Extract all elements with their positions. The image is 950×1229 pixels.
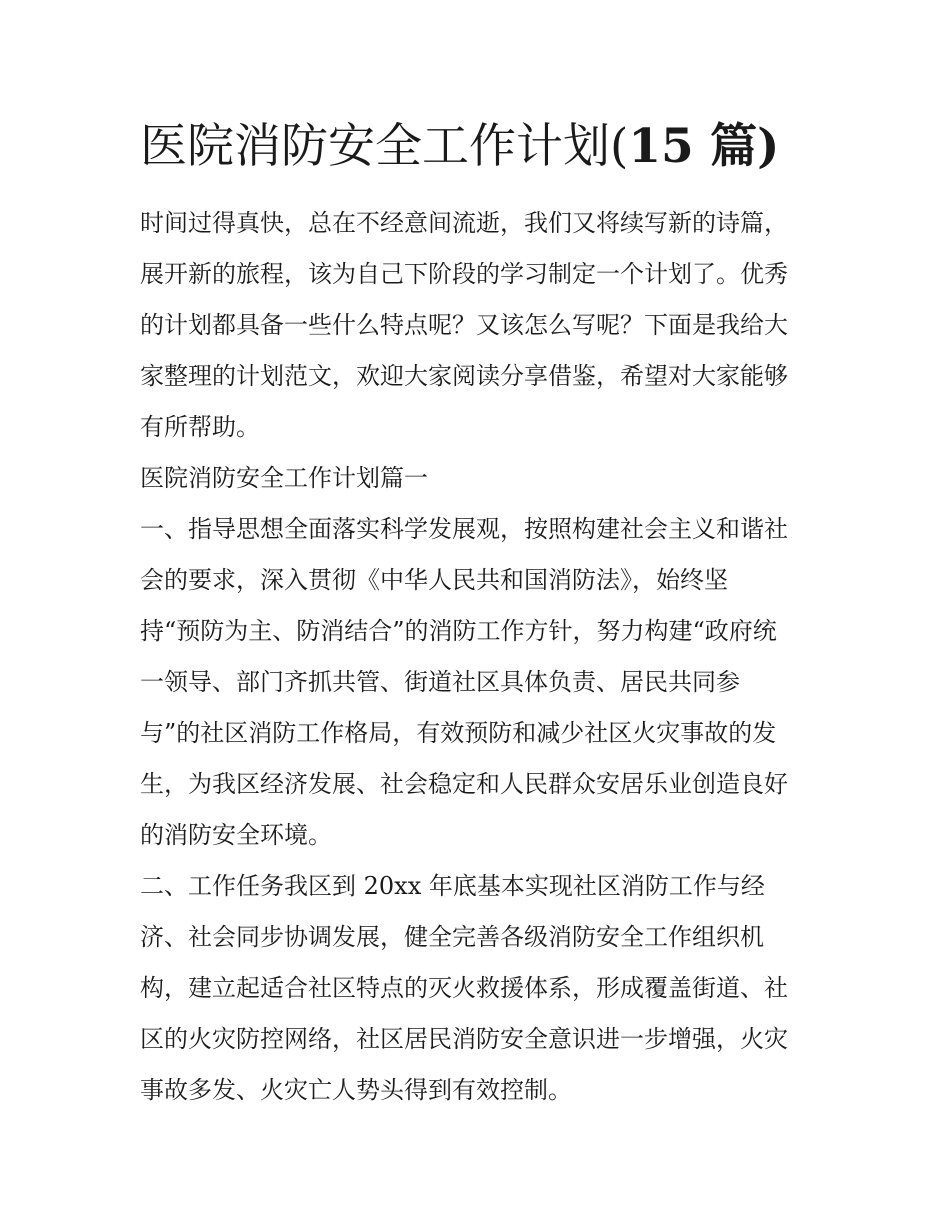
- body-line: 展开新的旅程，该为自己下阶段的学习制定一个计划了。优秀: [140, 260, 788, 288]
- document-body: [140, 198, 815, 1116]
- body-line: 的计划都具备一些什么特点呢？又该怎么写呢？下面是我给大: [140, 311, 788, 339]
- body-line: 构，建立起适合社区特点的灭火救援体系，形成覆盖街道、社: [140, 974, 788, 1002]
- title-count: 15: [628, 119, 694, 174]
- body-line: 的消防安全环境。: [140, 821, 332, 849]
- section-heading: 医院消防安全工作计划篇一: [140, 464, 428, 492]
- body-line: 会的要求，深入贯彻《中华人民共和国消防法》，始终坚: [140, 566, 728, 594]
- document-title: [140, 116, 840, 178]
- body-line: 济、社会同步协调发展，健全完善各级消防安全工作组织机: [140, 923, 764, 951]
- body-line: 区的火灾防控网络，社区居民消防安全意识进一步增强，火灾: [140, 1025, 788, 1053]
- title-prefix: 医院消防安全工作计划(: [140, 119, 629, 174]
- body-line: 时间过得真快，总在不经意间流逝，我们又将续写新的诗篇，: [140, 209, 788, 237]
- body-line: 有所帮助。: [140, 413, 260, 441]
- title-suffix: 篇): [693, 119, 780, 174]
- body-line: 事故多发、火灾亡人势头得到有效控制。: [140, 1076, 572, 1104]
- body-line: 一领导、部门齐抓共管、街道社区具体负责、居民共同参: [140, 668, 740, 696]
- body-line: 二、工作任务我区到 20xx 年底基本实现社区消防工作与经: [140, 872, 765, 900]
- body-line: 与”的社区消防工作格局，有效预防和减少社区火灾事故的发: [140, 719, 777, 747]
- body-line: 生，为我区经济发展、社会稳定和人民群众安居乐业创造良好: [140, 770, 788, 798]
- body-line: 家整理的计划范文，欢迎大家阅读分享借鉴，希望对大家能够: [140, 362, 788, 390]
- body-line: 一、指导思想全面落实科学发展观，按照构建社会主义和谐社: [140, 515, 788, 543]
- body-line: 持“预防为主、防消结合”的消防工作方针，努力构建“政府统: [140, 617, 777, 645]
